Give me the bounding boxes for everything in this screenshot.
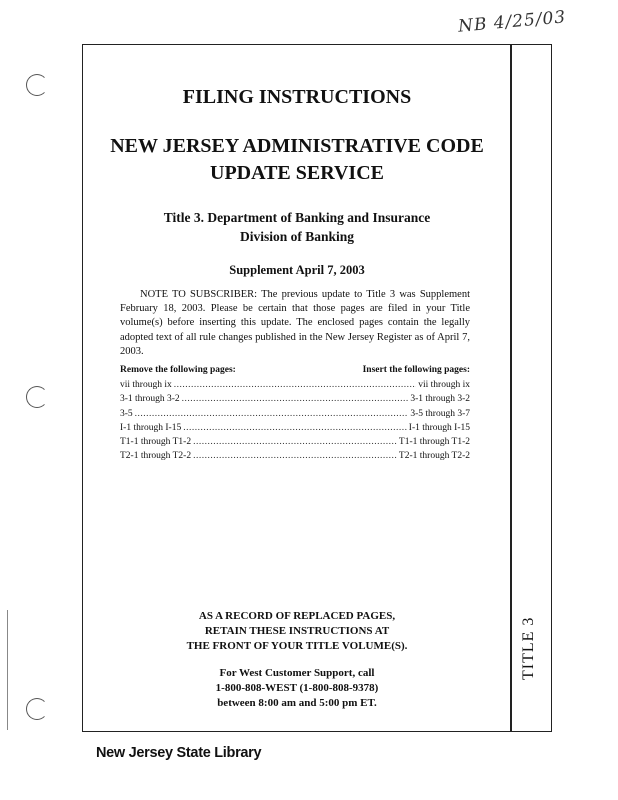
support-line-1: For West Customer Support, call bbox=[219, 667, 375, 679]
support-phone: 1-800-808-WEST (1-800-808-9378) bbox=[215, 682, 379, 694]
customer-support bbox=[82, 666, 512, 711]
punch-hole-top bbox=[26, 74, 48, 96]
supplement-date: Supplement April 7, 2003 bbox=[229, 263, 365, 277]
remove-pages: T2-1 through T2-2 bbox=[120, 451, 192, 462]
leader-dots bbox=[174, 380, 417, 390]
insert-pages: 3-1 through 3-2 bbox=[410, 394, 470, 405]
remove-header: Remove the following pages: bbox=[120, 365, 236, 375]
subtitle-line-1: NEW JERSEY ADMINISTRATIVE CODE bbox=[110, 135, 484, 157]
insert-pages: T2-1 through T2-2 bbox=[398, 451, 470, 462]
title-tab-label: TITLE 3 bbox=[520, 616, 537, 680]
punch-hole-middle bbox=[26, 386, 48, 408]
insert-pages: T1-1 through T1-2 bbox=[398, 437, 470, 448]
remove-pages: I-1 through I-15 bbox=[120, 422, 182, 433]
leader-dots bbox=[193, 451, 397, 461]
record-line-2: RETAIN THESE INSTRUCTIONS AT bbox=[204, 625, 390, 637]
page-title: FILING INSTRUCTIONS bbox=[182, 86, 412, 108]
remove-pages: T1-1 through T1-2 bbox=[120, 437, 192, 448]
leader-dots bbox=[182, 394, 409, 404]
leader-dots bbox=[135, 409, 409, 419]
record-line-1: AS A RECORD OF REPLACED PAGES, bbox=[198, 610, 396, 622]
support-hours: between 8:00 am and 5:00 pm ET. bbox=[217, 697, 377, 709]
scan-edge-mark bbox=[7, 610, 8, 730]
department-line-1: Title 3. Department of Banking and Insurance bbox=[163, 210, 431, 225]
pages-table bbox=[120, 365, 470, 466]
table-header bbox=[120, 365, 470, 380]
page-subtitle bbox=[82, 133, 512, 187]
table-row bbox=[120, 380, 470, 394]
department-heading bbox=[82, 208, 512, 246]
library-stamp: New Jersey State Library bbox=[96, 745, 262, 761]
table-row bbox=[120, 437, 470, 451]
department-line-2: Division of Banking bbox=[239, 229, 355, 244]
remove-pages: vii through ix bbox=[120, 380, 172, 390]
leader-dots bbox=[183, 423, 407, 433]
remove-pages: 3-5 bbox=[120, 408, 133, 419]
subtitle-line-2: UPDATE SERVICE bbox=[210, 162, 384, 184]
handwritten-note: NB 4/25/03 bbox=[457, 7, 567, 37]
table-row bbox=[120, 394, 470, 408]
insert-pages: 3-5 through 3-7 bbox=[410, 408, 470, 419]
insert-header: Insert the following pages: bbox=[362, 365, 470, 375]
record-line-3: THE FRONT OF YOUR TITLE VOLUME(S). bbox=[186, 640, 408, 652]
table-row bbox=[120, 451, 470, 465]
remove-pages: 3-1 through 3-2 bbox=[120, 394, 180, 405]
subscriber-note bbox=[120, 288, 470, 359]
table-row bbox=[120, 409, 470, 423]
subscriber-note-text: NOTE TO SUBSCRIBER: The previous update to Title 3 was Supplement February 18, 2003. Please be certain that those pages are filed in your Title volume(s) before inserting this update. The enclosed pages contain the legally adopted text of all rule changes published in the New Jersey Register as of April 7, 2003. bbox=[120, 289, 470, 357]
insert-pages: I-1 through I-15 bbox=[408, 422, 470, 433]
leader-dots bbox=[193, 437, 397, 447]
record-instructions bbox=[82, 609, 512, 654]
table-row bbox=[120, 423, 470, 437]
punch-hole-bottom bbox=[26, 698, 48, 720]
insert-pages: vii through ix bbox=[418, 380, 470, 390]
